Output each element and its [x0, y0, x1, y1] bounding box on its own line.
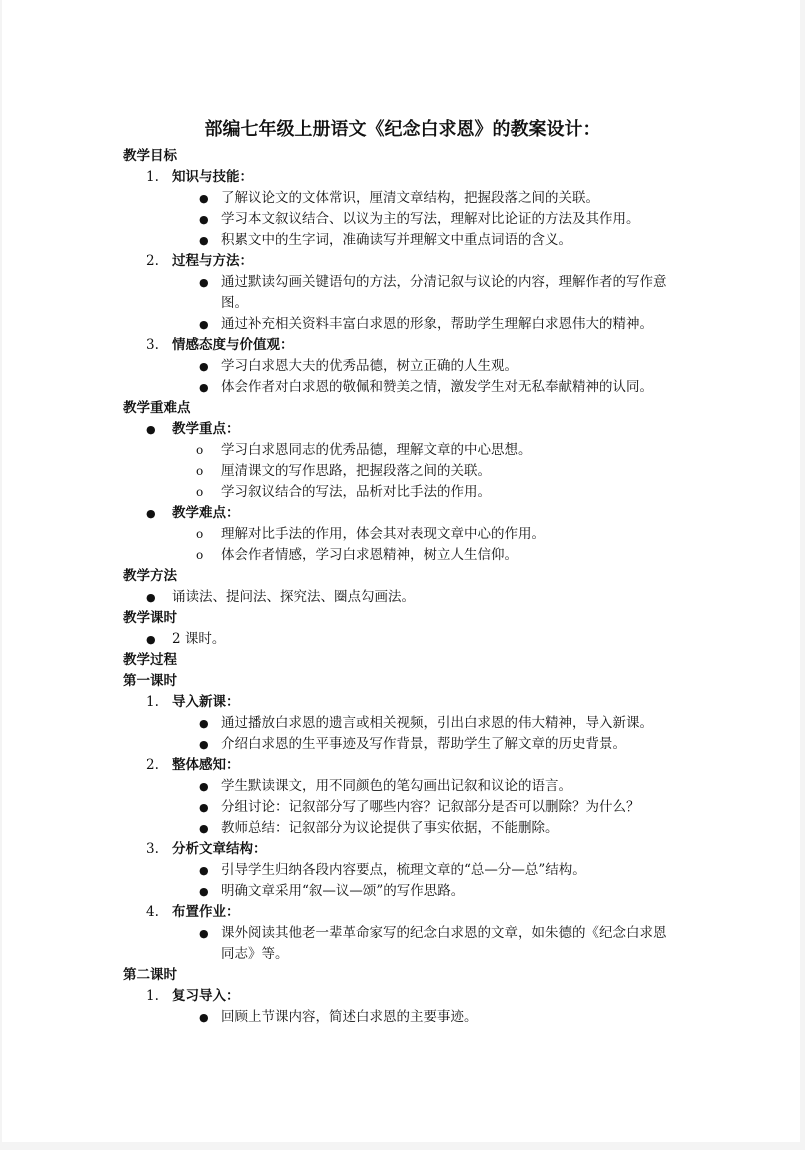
list-item: ● 学习本文叙议结合、以议为主的写法，理解对比论证的方法及其作用。 — [0, 209, 805, 230]
bullet-icon: ● — [199, 234, 209, 247]
list-number: 1. — [146, 988, 159, 1004]
list-item: ● 教师总结：记叙部分为议论提供了事实依据，不能删除。 — [0, 818, 805, 839]
numbered-heading — [0, 251, 805, 272]
list-item: o 理解对比手法的作用，体会其对表现文章中心的作用。 — [0, 524, 805, 545]
list-item: ● 2 课时。 — [0, 629, 805, 650]
subheading: 知识与技能： — [172, 169, 253, 185]
subheading: 教学重点： — [172, 421, 240, 437]
list-item: ● 引导学生归纳各段内容要点，梳理文章的“总—分—总”结构。 — [0, 860, 805, 881]
subheading: 整体感知： — [172, 757, 240, 773]
bullet-icon: ● — [199, 381, 209, 394]
bullet-icon: ● — [199, 927, 209, 940]
list-number: 4. — [146, 904, 159, 920]
numbered-heading — [0, 839, 805, 860]
list-item: ● 回顾上节课内容，简述白求恩的主要事迹。 — [0, 1007, 805, 1028]
bullet-icon: ● — [199, 360, 209, 373]
section-heading-objectives: 教学目标 — [123, 148, 177, 164]
bullet-icon: ● — [199, 885, 209, 898]
bullet-icon: ● — [199, 213, 209, 226]
list-item: ● 学习白求恩大夫的优秀品德，树立正确的人生观。 — [0, 356, 805, 377]
list-item: o 体会作者情感，学习白求恩精神，树立人生信仰。 — [0, 545, 805, 566]
list-item: o 学习白求恩同志的优秀品德，理解文章的中心思想。 — [0, 440, 805, 461]
list-item: ● 学生默读课文，用不同颜色的笔勾画出记叙和议论的语言。 — [0, 776, 805, 797]
bullet-icon: ● — [146, 423, 156, 436]
list-item: ● 介绍白求恩的生平事迹及写作背景，帮助学生了解文章的历史背景。 — [0, 734, 805, 755]
subheading: 导入新课： — [172, 694, 240, 710]
list-item: ● 体会作者对白求恩的敬佩和赞美之情，激发学生对无私奉献精神的认同。 — [0, 377, 805, 398]
numbered-heading — [0, 902, 805, 923]
bullet-icon: ● — [146, 591, 156, 604]
lesson-heading-1: 第一课时 — [123, 673, 177, 689]
list-item: o 厘清课文的写作思路，把握段落之间的关联。 — [0, 461, 805, 482]
numbered-heading — [0, 755, 805, 776]
subheading: 情感态度与价值观： — [172, 337, 294, 353]
list-item: ● 诵读法、提问法、探究法、圈点勾画法。 — [0, 587, 805, 608]
section-heading-methods: 教学方法 — [123, 568, 177, 584]
bullet-icon: ● — [199, 717, 209, 730]
bullet-icon: ● — [199, 822, 209, 835]
lesson-heading-2: 第二课时 — [123, 967, 177, 983]
list-number: 1. — [146, 694, 159, 710]
numbered-heading — [0, 167, 805, 188]
subheading: 布置作业： — [172, 904, 240, 920]
numbered-heading — [0, 986, 805, 1007]
bullet-icon: ● — [199, 1011, 209, 1024]
list-item: ● 通过补充相关资料丰富白求恩的形象，帮助学生理解白求恩伟大的精神。 — [0, 314, 805, 335]
document-title: 部编七年级上册语文《纪念白求恩》的教案设计： — [204, 119, 601, 140]
section-heading-difficulty: 教学重难点 — [123, 400, 191, 416]
list-number: 1. — [146, 169, 159, 185]
bullet-icon: ● — [146, 507, 156, 520]
list-item: ● 了解议论文的文体常识，厘清文章结构，把握段落之间的关联。 — [0, 188, 805, 209]
circle-bullet-icon: o — [196, 527, 204, 541]
list-item: ● 积累文中的生字词，准确读写并理解文中重点词语的含义。 — [0, 230, 805, 251]
list-number: 3. — [146, 841, 159, 857]
subheading: 复习导入： — [172, 988, 240, 1004]
circle-bullet-icon: o — [196, 464, 204, 478]
list-item: ● 课外阅读其他老一辈革命家写的纪念白求恩的文章，如朱德的《纪念白求恩同志》等。 — [199, 925, 667, 962]
bullet-icon: ● — [146, 633, 156, 646]
bullet-icon: ● — [199, 864, 209, 877]
bulleted-heading — [0, 503, 805, 524]
document-body — [0, 146, 805, 1028]
list-item: ● 分组讨论：记叙部分写了哪些内容？记叙部分是否可以删除？为什么？ — [0, 797, 805, 818]
section-heading-hours: 教学课时 — [123, 610, 177, 626]
bullet-icon: ● — [199, 738, 209, 751]
bullet-icon: ● — [199, 192, 209, 205]
list-number: 3. — [146, 337, 159, 353]
list-item: ● 通过播放白求恩的遗言或相关视频，引出白求恩的伟大精神，导入新课。 — [0, 713, 805, 734]
bullet-icon: ● — [199, 318, 209, 331]
circle-bullet-icon: o — [196, 485, 204, 499]
bullet-icon: ● — [199, 276, 209, 289]
list-item: ● 通过默读勾画关键语句的方法，分清记叙与议论的内容，理解作者的写作意图。 — [199, 274, 667, 311]
subheading: 分析文章结构： — [172, 841, 267, 857]
circle-bullet-icon: o — [196, 548, 204, 562]
circle-bullet-icon: o — [196, 443, 204, 457]
numbered-heading — [0, 335, 805, 356]
list-number: 2. — [146, 253, 159, 269]
bulleted-heading — [0, 419, 805, 440]
bullet-icon: ● — [199, 780, 209, 793]
section-heading-process: 教学过程 — [123, 652, 177, 668]
list-item: o 学习叙议结合的写法，品析对比手法的作用。 — [0, 482, 805, 503]
numbered-heading — [0, 692, 805, 713]
bullet-icon: ● — [199, 801, 209, 814]
subheading: 教学难点： — [172, 505, 240, 521]
list-number: 2. — [146, 757, 159, 773]
list-item: ● 明确文章采用“叙—议—颂”的写作思路。 — [0, 881, 805, 902]
subheading: 过程与方法： — [172, 253, 253, 269]
